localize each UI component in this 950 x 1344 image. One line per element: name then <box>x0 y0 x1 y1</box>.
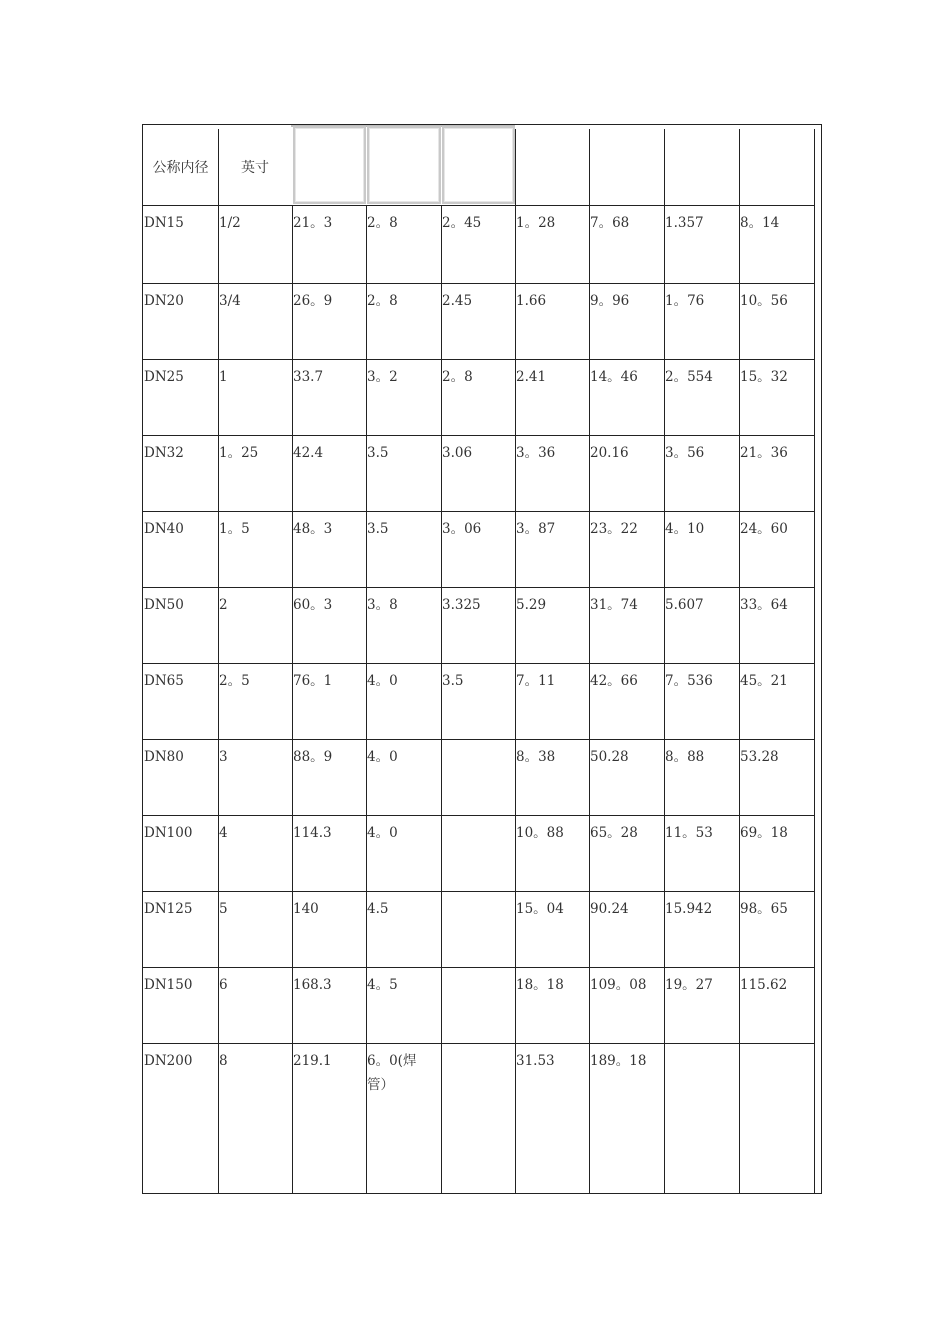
row-label-cell: DN50 <box>144 597 184 613</box>
table-cell: 3.5 <box>367 521 389 537</box>
table-cell: 114.3 <box>293 825 332 841</box>
table-cell: 189。18 <box>590 1053 647 1069</box>
row-divider <box>143 891 815 892</box>
table-cell: 2。8 <box>367 293 398 309</box>
header-cell <box>515 129 589 205</box>
row-divider <box>143 587 815 588</box>
table-cell: 2。8 <box>367 215 398 231</box>
row-divider <box>143 815 815 816</box>
row-divider <box>143 739 815 740</box>
table-cell: 4 <box>219 825 228 841</box>
table-cell: 23。22 <box>590 521 638 537</box>
table-cell: 3/4 <box>219 293 241 309</box>
table-cell: 21。3 <box>293 215 333 231</box>
table-cell: 4。10 <box>665 521 705 537</box>
table-cell: 65。28 <box>590 825 638 841</box>
table-cell: 31.53 <box>516 1053 555 1069</box>
table-cell: 15.942 <box>665 901 713 917</box>
table-cell: 90.24 <box>590 901 629 917</box>
column-divider <box>441 205 442 1193</box>
table-cell: 5.607 <box>665 597 704 613</box>
table-cell: 2。554 <box>665 369 713 385</box>
table-cell: 5 <box>219 901 228 917</box>
table-cell: 26。9 <box>293 293 333 309</box>
table-cell: 2 <box>219 597 228 613</box>
header-cell-empty <box>367 126 441 204</box>
row-divider <box>143 205 815 206</box>
row-divider <box>143 663 815 664</box>
table-cell: 7。68 <box>590 215 630 231</box>
table-cell: 4.5 <box>367 901 389 917</box>
table-cell: 8。14 <box>740 215 780 231</box>
table-cell: 20.16 <box>590 445 629 461</box>
table-cell: 3.06 <box>442 445 473 461</box>
table-cell: 2。45 <box>442 215 482 231</box>
table-cell: 8。88 <box>665 749 705 765</box>
table-cell: 1.66 <box>516 293 547 309</box>
table-cell: 2。8 <box>442 369 473 385</box>
table-cell: 15。04 <box>516 901 564 917</box>
table-cell: 98。65 <box>740 901 788 917</box>
row-label-cell: DN25 <box>144 369 184 385</box>
table-cell: 4。0 <box>367 749 398 765</box>
row-label-cell: DN20 <box>144 293 184 309</box>
column-divider <box>366 205 367 1193</box>
table-cell: 3.5 <box>367 445 389 461</box>
table-cell: 8 <box>219 1053 228 1069</box>
table-cell: 21。36 <box>740 445 788 461</box>
row-divider <box>143 967 815 968</box>
table-cell: 1。5 <box>219 521 250 537</box>
table-cell: 3。8 <box>367 597 398 613</box>
row-divider <box>143 359 815 360</box>
row-label-cell: DN100 <box>144 825 193 841</box>
table-cell: 31。74 <box>590 597 638 613</box>
header-cell-empty <box>442 126 515 204</box>
row-label-cell: DN80 <box>144 749 184 765</box>
row-label-cell: DN150 <box>144 977 193 993</box>
table-cell: 33.7 <box>293 369 324 385</box>
header-cell <box>739 129 814 205</box>
table-cell: 42.4 <box>293 445 324 461</box>
table-cell: 1。28 <box>516 215 556 231</box>
header-cell <box>664 129 739 205</box>
table-cell: 6。0(焊 管） <box>367 1053 417 1093</box>
pipe-spec-table <box>142 124 822 1194</box>
row-label-cell: DN15 <box>144 215 184 231</box>
table-cell: 7。536 <box>665 673 713 689</box>
table-cell: 76。1 <box>293 673 333 689</box>
table-cell: 10。56 <box>740 293 788 309</box>
table-cell: 3。2 <box>367 369 398 385</box>
row-label-cell: DN200 <box>144 1053 193 1069</box>
table-cell: 219.1 <box>293 1053 332 1069</box>
table-cell: 6 <box>219 977 228 993</box>
table-cell: 3.325 <box>442 597 481 613</box>
table-cell: 3。56 <box>665 445 705 461</box>
table-cell: 8。38 <box>516 749 556 765</box>
row-label-cell: DN40 <box>144 521 184 537</box>
table-cell: 18。18 <box>516 977 564 993</box>
table-cell: 4。0 <box>367 673 398 689</box>
row-divider <box>143 1043 815 1044</box>
table-cell: 5.29 <box>516 597 547 613</box>
table-cell: 45。21 <box>740 673 788 689</box>
table-cell: 109。08 <box>590 977 647 993</box>
table-cell: 3。06 <box>442 521 482 537</box>
row-label-cell: DN65 <box>144 673 184 689</box>
table-cell: 69。18 <box>740 825 788 841</box>
table-cell: 48。3 <box>293 521 333 537</box>
column-divider <box>292 205 293 1193</box>
table-cell: 3 <box>219 749 228 765</box>
table-cell: 115.62 <box>740 977 788 993</box>
table-cell: 60。3 <box>293 597 333 613</box>
table-cell: 2.45 <box>442 293 473 309</box>
row-divider <box>143 511 815 512</box>
table-cell: 2。5 <box>219 673 250 689</box>
header-cell <box>589 129 664 205</box>
header-cell: 公称内径 <box>152 160 209 176</box>
table-cell: 53.28 <box>740 749 779 765</box>
table-cell: 88。9 <box>293 749 333 765</box>
table-cell: 33。64 <box>740 597 788 613</box>
table-cell: 4。5 <box>367 977 398 993</box>
table-cell: 3。87 <box>516 521 556 537</box>
table-cell: 15。32 <box>740 369 788 385</box>
row-divider <box>143 283 815 284</box>
table-cell: 4。0 <box>367 825 398 841</box>
table-cell: 140 <box>293 901 319 917</box>
column-divider <box>814 129 815 1193</box>
table-cell: 14。46 <box>590 369 638 385</box>
table-cell: 42。66 <box>590 673 638 689</box>
row-label-cell: DN125 <box>144 901 193 917</box>
table-cell: 1/2 <box>219 215 241 231</box>
table-cell: 1 <box>219 369 228 385</box>
table-cell: 11。53 <box>665 825 713 841</box>
table-cell: 7。11 <box>516 673 556 689</box>
table-cell: 1。76 <box>665 293 705 309</box>
table-cell: 2.41 <box>516 369 547 385</box>
table-cell: 50.28 <box>590 749 629 765</box>
header-cell: 英寸 <box>241 160 269 176</box>
table-cell: 9。96 <box>590 293 630 309</box>
table-cell: 1.357 <box>665 215 704 231</box>
row-label-cell: DN32 <box>144 445 184 461</box>
header-cell-empty <box>293 126 366 204</box>
table-cell: 19。27 <box>665 977 713 993</box>
table-cell: 24。60 <box>740 521 788 537</box>
table-cell: 168.3 <box>293 977 332 993</box>
table-cell: 3。36 <box>516 445 556 461</box>
row-divider <box>143 435 815 436</box>
table-cell: 10。88 <box>516 825 564 841</box>
table-cell: 3.5 <box>442 673 464 689</box>
table-cell: 1。25 <box>219 445 259 461</box>
